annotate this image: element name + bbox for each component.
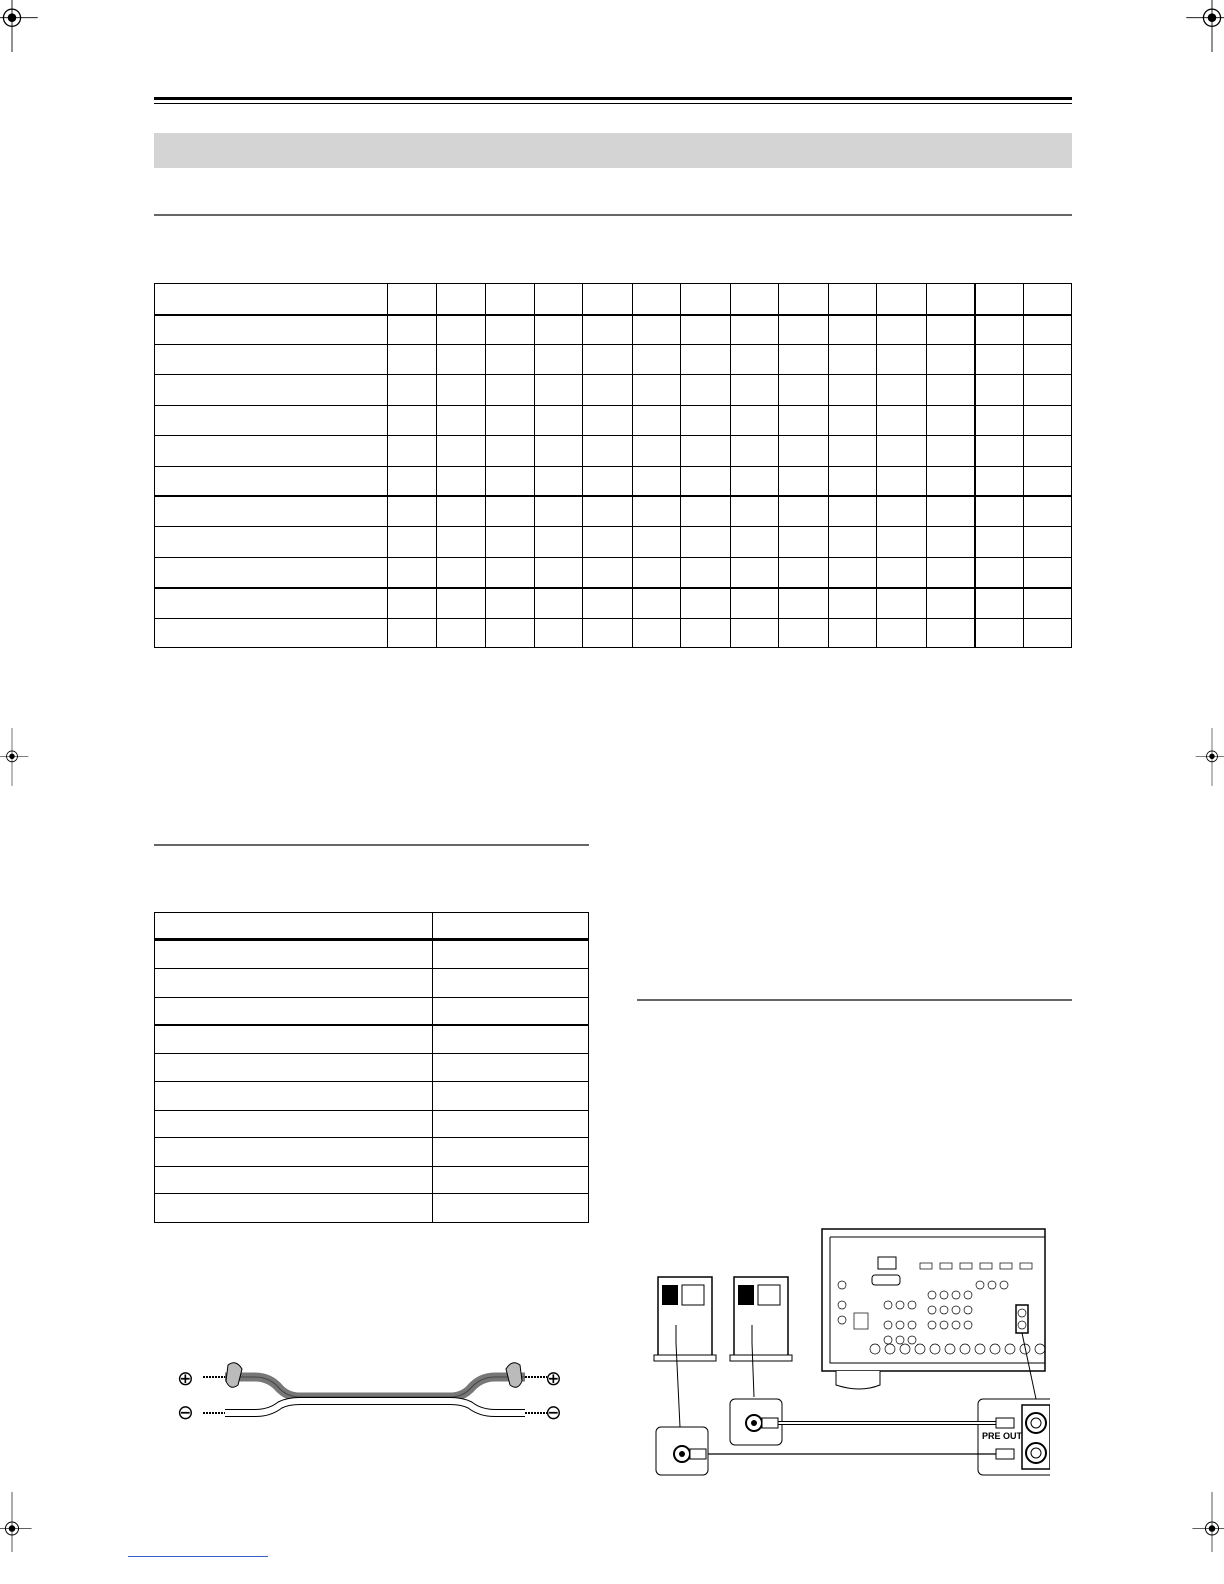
table-row bbox=[155, 997, 589, 1024]
subsection-rule-right bbox=[637, 999, 1072, 1001]
table-row bbox=[155, 1166, 589, 1193]
footer-link-underline bbox=[128, 1556, 268, 1557]
table-row bbox=[155, 1053, 589, 1082]
table-row bbox=[155, 436, 1072, 466]
registration-mark-mid-right bbox=[1182, 728, 1224, 788]
registration-mark-bottom-left bbox=[0, 1492, 42, 1552]
table-row bbox=[155, 1025, 589, 1054]
subwoofer-right bbox=[730, 1277, 792, 1361]
plus-symbol-left: ⊕ bbox=[177, 1366, 194, 1390]
header-rule-thin bbox=[154, 103, 1072, 104]
subsection-rule-top bbox=[154, 214, 1072, 216]
speaker-configuration-table bbox=[154, 283, 1072, 648]
table-row bbox=[155, 557, 1072, 587]
section-band bbox=[154, 133, 1072, 168]
table-row bbox=[155, 496, 1072, 526]
subsection-rule-left bbox=[154, 844, 589, 846]
table-row bbox=[155, 1082, 589, 1111]
registration-mark-top-left bbox=[0, 0, 42, 52]
table-row bbox=[155, 618, 1072, 647]
table-row bbox=[155, 466, 1072, 496]
table-row bbox=[155, 1138, 589, 1167]
table-row bbox=[155, 375, 1072, 405]
registration-mark-mid-left bbox=[0, 728, 42, 788]
table-row bbox=[155, 344, 1072, 374]
table-row bbox=[155, 1194, 589, 1223]
table-row bbox=[155, 969, 589, 998]
registration-mark-top-right bbox=[1182, 0, 1224, 52]
pre-out-label: PRE OUT bbox=[982, 1431, 1023, 1441]
speaker-cable-diagram bbox=[170, 1355, 580, 1435]
header-rule-thick bbox=[154, 97, 1072, 100]
impedance-table bbox=[154, 912, 589, 1223]
table-row bbox=[155, 588, 1072, 618]
table-row bbox=[155, 315, 1072, 344]
minus-symbol-left: ⊖ bbox=[177, 1400, 194, 1424]
receiver-rear-panel bbox=[822, 1229, 1045, 1389]
table-row bbox=[155, 405, 1072, 435]
table-row bbox=[155, 284, 1072, 316]
registration-mark-bottom-right bbox=[1182, 1492, 1224, 1552]
table-row bbox=[155, 527, 1072, 557]
minus-symbol-right: ⊖ bbox=[545, 1400, 562, 1424]
plus-symbol-right: ⊕ bbox=[545, 1366, 562, 1390]
table-row bbox=[155, 913, 589, 940]
table-row bbox=[155, 1110, 589, 1137]
table-row bbox=[155, 940, 589, 969]
subwoofer-connection-diagram bbox=[650, 1225, 1050, 1480]
subwoofer-left bbox=[654, 1277, 716, 1361]
